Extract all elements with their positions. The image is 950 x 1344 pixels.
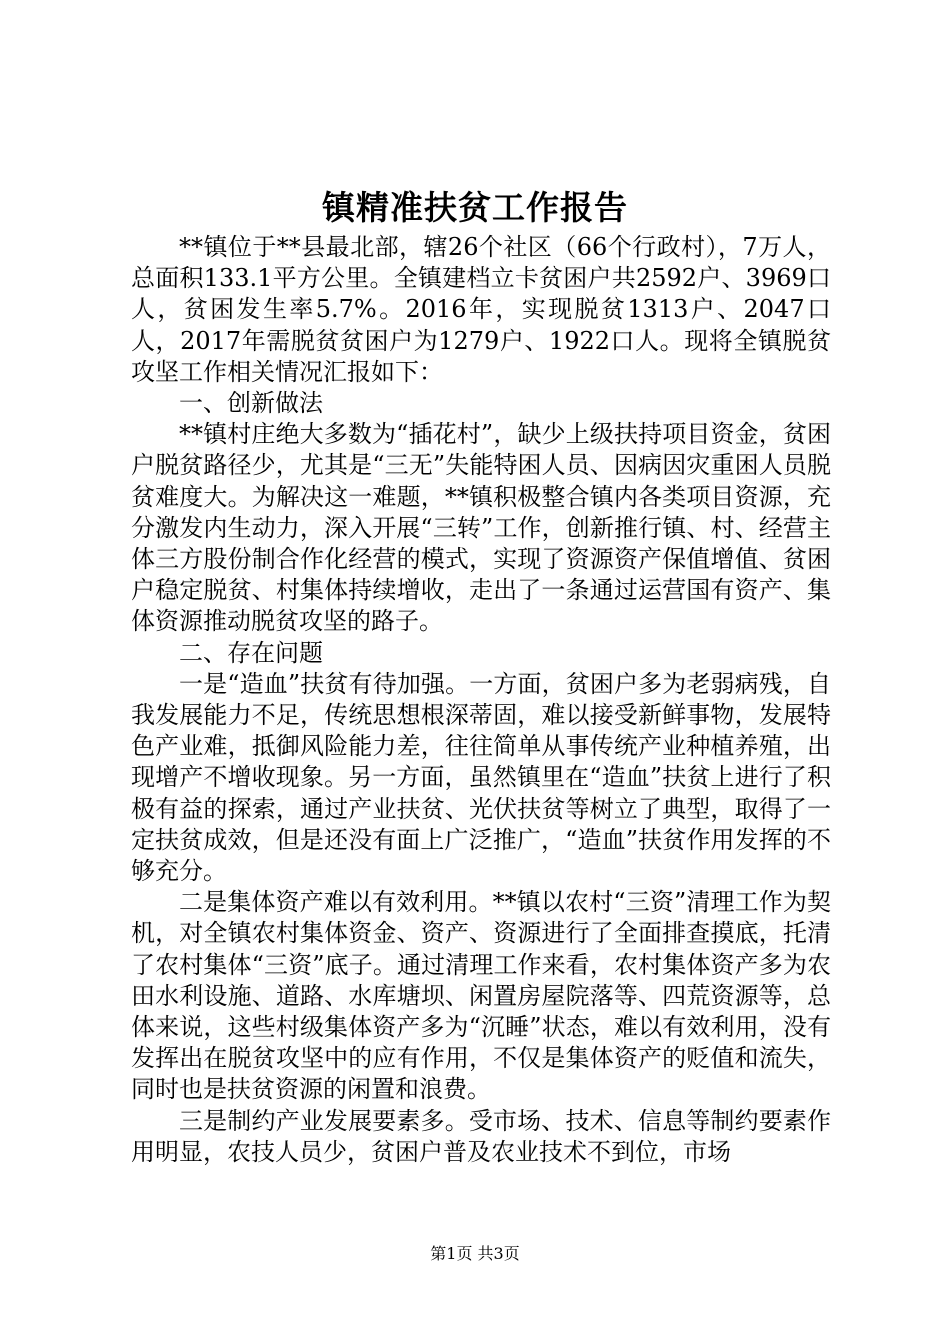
section-heading-innovation: 一、创新做法	[179, 389, 323, 418]
document-body	[131, 232, 831, 1168]
paragraph-problem-3: 三是制约产业发展要素多。受市场、技术、信息等制约要素作用明显，农技人员少，贫困户普及农业技术不到位，市场	[131, 1106, 831, 1166]
page-number-footer: 第1页 共3页	[430, 1244, 520, 1263]
paragraph-problem-2: 二是集体资产难以有效利用。**镇以农村“三资”清理工作为契机，对全镇农村集体资金、资产、资源进行了全面排查摸底，托清了农村集体“三资”底子。通过清理工作来看，农村集体资产多为农田水利设施、道路、水库塘坝、闲置房屋院落等、四荒资源等，总体来说，这些村级集体资产多为“沉睡”状态，难以有效利用，没有发挥出在脱贫攻坚中的应有作用，不仅是集体资产的贬值和流失，同时也是扶贫资源的闲置和浪费。	[131, 888, 831, 1104]
paragraph-problem-1: 一是“造血”扶贫有待加强。一方面，贫困户多为老弱病残，自我发展能力不足，传统思想根深蒂固，难以接受新鲜事物，发展特色产业难，抵御风险能力差，往往简单从事传统产业种植养殖，出现增产不增收现象。另一方面，虽然镇里在“造血”扶贫上进行了积极有益的探索，通过产业扶贫、光伏扶贫等树立了典型，取得了一定扶贫成效，但是还没有面上广泛推广，“造血”扶贫作用发挥的不够充分。	[131, 669, 831, 886]
section-heading-problems: 二、存在问题	[179, 638, 323, 667]
paragraph-innovation: **镇村庄绝大多数为“插花村”，缺少上级扶持项目资金，贫困户脱贫路径少，尤其是“三无”失能特困人员、因病因灾重困人员脱贫难度大。为解决这一难题，**镇积极整合镇内各类项目资源，充分激发内生动力，深入开展“三转”工作，创新推行镇、村、经营主体三方股份制合作化经营的模式，实现了资源资产保值增值、贫困户稳定脱贫、村集体持续增收，走出了一条通过运营国有资产、集体资源推动脱贫攻坚的路子。	[131, 420, 831, 636]
document-title: 镇精准扶贫工作报告	[322, 188, 628, 227]
paragraph-intro: **镇位于**县最北部，辖26个社区（66个行政村），7万人，总面积133.1平方公里。全镇建档立卡贫困户共2592户、3969口人，贫困发生率5.7%。2016年，实现脱贫1313户、2047口人，2017年需脱贫贫困户为1279户、1922口人。现将全镇脱贫攻坚工作相关情况汇报如下：	[131, 233, 831, 386]
